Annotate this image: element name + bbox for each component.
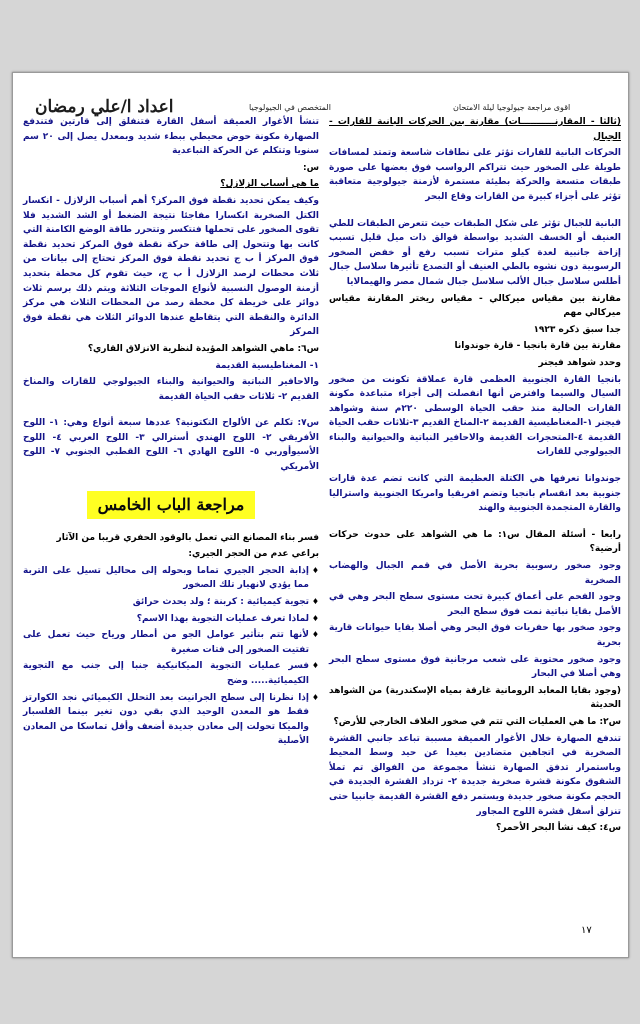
paragraph-earthquakes: وكيف يمكن تحديد نقطة فوق المركز؟ أهم أسباب الزلازل - انكسار الكتل الصخرية انكسارا مفاجئا نتيجة الضغط أو الشد الشديد فلا تقوى الصخور على تحملها فتتكسر وتتحرر طاقة الوضع الكامنة التي كانت بها وتتحول إلى طاقة حركة نقطة فوق المركز تحديد نقطة فوق المركز أ ب ج تحديد نقطة فوق المركز تحتاج إلى بيانات من ثلاث محطات لرصد الزلازل أ ب ج، حيث تقوم كل محطة بتحديد أزمنة الوصول النسبية لأنواع الموجات الثلاثة ويتم ذلك برسم ثلاث دوائر على خريطة كل محطة رصد من المحطات الثلاث هي مركز الدائرة والنقطة التي يتقاطع عندها الدوائر الثلاث هي نقطة فوق المركز <box>23 195 319 338</box>
wegener-evidence-heading: وحدد شواهد فيجنر <box>538 357 621 368</box>
pangaea-comparison-heading: مقارنة بين قارة بانجيا - قارة جوندوانا <box>454 341 621 352</box>
essay-question-2: س٢: ما هي العمليات التي تتم في صخور الغلاف الخارجي للأرض؟ <box>333 716 621 727</box>
bullet-granite: ♦ إذا نظرنا إلى سطح الجرانيت بعد التحلل الكيميائي نجد الكوارتز فقط هو المعدن الوحيد الذي بقي دون تغير بينما الفلسبار والميكا تحولت إلى معادن جديدة أضعف وأقل تماسكا من المعادن الأصلية <box>23 691 319 749</box>
question-6: س٦: ماهي الشواهد المؤيدة لنظرية الانزلاق القاري؟ <box>87 343 319 354</box>
bullet-mechanical-chemical: ♦ فسر عمليات التجوية الميكانيكية جنبا إلى جنب مع التجوية الكيميائية..... وضح <box>23 659 319 688</box>
document-page <box>12 72 629 958</box>
scale-comparison: مقارنة بين مقياس ميركالي - مقياس ريختر المقارنة مقياس ميركالي مهم <box>329 293 621 319</box>
evidence-item-3: وجود صخور بها حفريات فوق البحر وهي أصلا بقايا حيوانات قارية بحرية <box>329 623 621 648</box>
page-number: ١٧ <box>581 925 592 936</box>
limestone-heading: براعي عدم من الحجر الجيري: <box>188 549 319 560</box>
evidence-item-1: وجود صخور رسوبية بحرية الأصل في قمم الجبال والهضاب الصخرية <box>329 561 621 586</box>
header-subtitle: المتخصص في الجيولوجيا <box>249 103 331 112</box>
right-column <box>329 115 621 838</box>
paragraph-mountain-movements: البانية للجبال تؤثر على شكل الطبقات حيث تتعرض الطبقات للطي العنيف أو الخسف الشديد بواسطة قوالق ذات ميل قليل تسبب إزاحة جانبية لعدة كيلو مترات تسبب رفع أو خفض الصخور الرسوبية دون نشوه بالطي العنيف أو التصدع تأثيرها سلاسل جبال أطلس سلاسل جبال الألب سلاسل جبال شمال مصر والهيمالايا <box>329 218 621 287</box>
paragraph-tectonic-plates: س٧: تكلم عن الألواح التكتونية؟ عددها سبعة أنواع وهي: ١- اللوح الأفريقي ٢- اللوح الهندي أسترالي ٣- اللوح العربي ٤- اللوح الأسيوأوربي ٥- اللوح الهادي ٦- اللوح القطبي الجنوبي ٧- اللوح الأمريكي <box>23 418 320 473</box>
evidence-paleomagnetism: ١- المغناطيسية القديمة <box>215 360 319 371</box>
left-column <box>23 115 319 751</box>
comparison-heading: (ثالثا - المقارنـــــــــــات) مقارنة بين الحركات البانية للقارات - الجبال <box>329 117 621 142</box>
paragraph-crust-processes: تندفع الصهارة خلال الأغوار العميقة مسببة تباعد جانبي القشرة الصخرية في اتجاهين متضادين بعيدا عن حيد وسط المحيط وباستمرار تدفق الصهارة تنشأ مجموعة من الفوالق تم تملأ الشقوق مكونة قشرة صخرية جديدة ٢- تزداد القشرة الجديدة في الحجم مكونة صخور جديدة ويستمر دفع القشرة القديمة جانبيا حتى تنزلق أسفل قشرة اللوح المجاور <box>329 733 621 817</box>
scale-comparison-note: جدا سبق ذكره ١٩٢٣ <box>533 324 621 335</box>
evidence-item-2: وجود الفحم على أعماق كبيرة تحت مستوى سطح البحر وهي في الأصل بقايا نباتية نمت فوق سطح البحر <box>329 592 621 617</box>
evidence-item-5: (وجود بقايا المعابد الرومانية غارقة بمياه الإسكندرية) من الشواهد الحديثة <box>329 685 621 711</box>
bullet-dissolution: ♦ إذابة الحجر الجيري تماما وبحوله إلى محاليل تسيل على التربة مما يؤدي لانهيار تلك الصخور <box>23 564 319 593</box>
paragraph-continental-movements: الحركات البانية للقارات تؤثر على نطاقات شاسعة وتمتد لمسافات طويلة على الصخور حيث تتراكم الرواسب فوق بعضها على صورة طبقات متسعة والحركة بطيئة مستمرة لأزمنة جيولوجية متعاقبة تؤثر على أجزاء كبيرة من القارات وقاع البحر <box>329 148 621 202</box>
bullet-weathering-name: ♦ لماذا تعرف عمليات التجوية بهذا الاسم؟ <box>23 612 319 627</box>
evidence-item-4: وجود صخور محتوية على شعب مرجانية فوق مستوى سطح البحر وهي أصلا في البحار <box>329 654 621 680</box>
evidence-fossils: والاحافير النباتية والحيوانية والبناء الجيولوجي للقارات والمناخ القديم ٢- ثلاثات حقب الحياة القديمة <box>23 377 319 402</box>
essay-question-4: س٤: كيف نشأ البحر الأحمر؟ <box>496 823 621 834</box>
author-name: اعداد ا/علي رمضان <box>35 97 174 117</box>
paragraph-rift-valleys: تنشأ الأغوار العميقة أسفل القارة فتنفلق إلى قارتين فتندفع الصهارة مكونة حوض محيطي ببطء شديد وبمعدل يصل إلى ٢٠ سم سنويا وتتكلم عن الحركة التباعدية <box>23 117 319 157</box>
question-marker: س: <box>302 162 319 173</box>
essay-question-1: رابعا - أسئلة المقال س١: ما هي الشواهد على حدوث حركات أرضية؟ <box>329 529 621 555</box>
bullet-chemical-weathering: ♦ تجوية كيميائية : كربنة ؛ ولد يحدث حرائق <box>23 595 319 610</box>
header-series-title: اقوى مراجعة جيولوجيا ليلة الامتحان <box>453 103 571 112</box>
chapter-five-banner: مراجعة الباب الخامس <box>87 491 255 519</box>
paragraph-pangaea: بانجيا القارة الجنوبية العظمى قارة عملاقة تكونت من صخور السيال والسيما وافترض أنها انفصلت إلى أجزاء متباعدة مكونة القارات الحالية منذ حقب الحياة الوسطى ٢٢٠م سنة وشواهد فيجنر ١-المغناطيسية القديمة ٢-المناخ القديم ٣-ثلاثات حقب الحياة القديمة ٤-المتحجرات القديمة والاحافير النباتية والحيوانية والبناء الجيولوجي للقارات <box>329 374 621 458</box>
bullet-weather-factors: ♦ لأنها تتم بتأثير عوامل الجو من أمطار ورياح حيث تعمل على تفتيت الصخور إلى فتات صغيرة <box>23 628 319 657</box>
paragraph-gondwana: جوندوانا تعرفها هي الكتلة العظيمة التي كانت تضم عدة قارات جنوبية بعد انقسام بانجيا وتضم افريقيا وامريكا الجنوبية واستراليا والقارة المتجمدة الجنوبية والهند <box>329 474 621 514</box>
earthquake-question: ما هي أسباب الزلازل؟ <box>220 179 319 190</box>
factories-question: فسر بناء المصانع التي تعمل بالوقود الحفري قريبا من الآثار <box>56 532 319 543</box>
